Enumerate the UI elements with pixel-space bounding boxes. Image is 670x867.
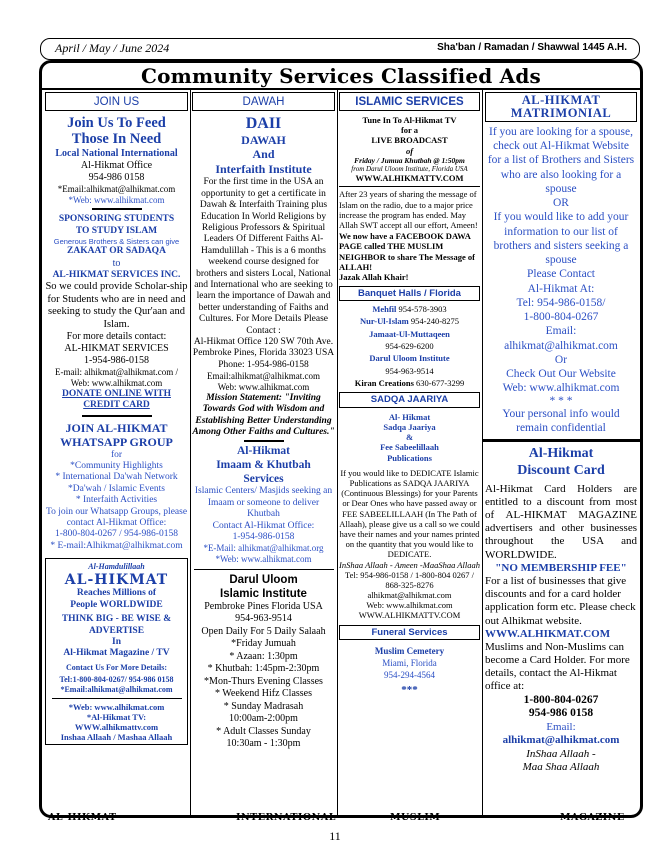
details-label: For more details contact: <box>66 331 167 343</box>
whatsapp-item: *Da'wah / Islamic Events <box>68 483 165 494</box>
matrimonial-column <box>485 91 637 774</box>
ad-tv: *Al-Hikmat TV: <box>86 711 147 722</box>
du-title-1: Darul Uloom <box>229 573 298 586</box>
classifieds-frame <box>39 60 643 818</box>
imaam-web: *Web: www.alhikmat.com <box>215 554 312 565</box>
feed-web: *Web: www.alhikmat.com <box>68 194 165 205</box>
dawah-heading: DAWAH <box>242 96 285 108</box>
matrimonial-confidential-1: Your personal info would <box>502 408 620 421</box>
ad-name: AL-HIKMAT <box>64 571 169 588</box>
ad-in: In <box>112 637 121 648</box>
du-line: * Azaan: 1:30pm <box>229 650 298 662</box>
discount-email: alhikmat@alhikmat.com <box>502 734 620 747</box>
du-phone: 954-963-9514 <box>235 613 292 625</box>
hall-phone: 630-677-3299 <box>416 378 465 389</box>
discount-email-label: Email: <box>546 721 576 734</box>
sponsor-title-1: SPONSORING STUDENTS <box>58 214 175 225</box>
donate-link-2[interactable]: CREDIT CARD <box>83 400 150 411</box>
issue-header <box>40 38 640 60</box>
cemetery-stars: *** <box>401 684 418 697</box>
cemetery-city: Miami, Florida <box>382 657 437 668</box>
radio-text <box>339 189 480 272</box>
ad-tel: Tel:1-800-804-0267/ 954-986 0158 <box>59 675 174 685</box>
discount-title-2: Discount Card <box>517 463 605 479</box>
funeral-heading: Funeral Services <box>371 626 448 638</box>
banquet-list <box>339 303 480 389</box>
sadqa-section <box>339 412 480 621</box>
ad-inshaa: Inshaa Allaah / Mashaa Allaah <box>60 732 173 743</box>
discount-body-2: For a list of businesses that give discounts and for a card holder application form etc. Please check out Alhikmat website. <box>485 574 636 627</box>
whatsapp-item: *Community Highlights <box>70 460 163 471</box>
to-text: to <box>112 257 121 269</box>
islamic-services-column <box>339 91 480 698</box>
matrimonial-tel-2: 1-800-804-0267 <box>523 311 599 324</box>
sadqa-tv: WWW.ALHIKMATTV.COM <box>358 610 461 621</box>
radio-bold: We now have a FACEBOOK DAWA PAGE called THE MUSLIM NEIGHBOR to share The Message of ALLAH! <box>339 230 475 272</box>
hall-name: Nur-Ul-Islam <box>359 316 409 327</box>
matrimonial-email-label: Email: <box>545 325 577 338</box>
ad-web: *Web: www.alhikmat.com <box>68 701 165 712</box>
page-number: 11 <box>329 829 341 843</box>
discount-body-3: Muslims and Non-Muslims can become a Card Holder. For more details, contact the Al-Hikmat office at: <box>485 640 630 693</box>
whatsapp-email: * E-mail:Alhikmat@alhikmat.com <box>50 540 183 551</box>
hall-name: Jamaat-Ul-Muttaqeen <box>369 328 450 339</box>
tv-line-3: LIVE BROADCAST <box>371 135 448 146</box>
footer-word: AL-HIKMAT <box>48 812 117 823</box>
islamic-services-heading: ISLAMIC SERVICES <box>355 96 464 108</box>
matrimonial-check: Check Out Our Website <box>506 368 616 381</box>
cemetery-section <box>339 646 480 697</box>
ad-think-1: THINK BIG - BE WISE & <box>61 614 172 625</box>
hall-phone: 954-240-8275 <box>410 316 460 327</box>
hall-item <box>339 377 480 389</box>
matrimonial-at: Al-Hikmat At: <box>527 282 595 295</box>
imaam-title-2: Imaam & Khutbah <box>216 459 311 472</box>
matrimonial-heading-1: AL-HIKMAT <box>521 93 601 107</box>
discount-phone-1: 1-800-804-0267 <box>523 693 599 706</box>
tv-line-6: from Darul Uloom Institute, Florida USA <box>351 164 468 173</box>
daii-section <box>192 115 335 751</box>
matrimonial-body-2: If you would like to add your information to our list of brothers and sisters seeking a spouse <box>493 211 629 267</box>
divider <box>92 208 142 210</box>
ad-magazine: Al-Hikmat Magazine / TV <box>63 648 170 659</box>
join-us-column <box>45 91 188 745</box>
du-line: Open Daily For 5 Daily Salaah <box>201 625 326 637</box>
tv-line-5: Friday / Jumua Khutbah @ 1:50pm <box>354 155 465 165</box>
page-title: Community Services Classified Ads <box>141 64 541 88</box>
sadqa-email: alhikmat@alhikmat.com <box>367 590 452 601</box>
banquet-heading: Banquet Halls / Florida <box>358 287 461 299</box>
matrimonial-heading-2: MATRIMONIAL <box>510 106 612 121</box>
sadqa-body: If you would like to DEDICATE Islamic Publications as SADQA JAARIYA (Continuous Blessings) for your Parents or Dear Ones who have passed away or FEE SABEELILLAAH (In The Path of Allaah), please give us a call so we could have their names and your names printed on the quantity that you would like to DEDICATE. <box>339 467 480 560</box>
svc-email: E-mail: alhikmat@alhikmat.com / <box>54 367 178 378</box>
zakaat-text: ZAKAAT OR SADAQA <box>67 246 166 257</box>
hall-name: Kiran Creations <box>354 378 414 389</box>
feed-phone: 954-986 0158 <box>88 171 145 183</box>
divider <box>52 698 182 699</box>
daii-title-4: Interfaith Institute <box>215 161 312 176</box>
du-line: *Mon-Thurs Evening Classes <box>204 675 323 687</box>
sadqa-title-5: Publications <box>387 452 432 463</box>
ad-think-2: ADVERTISE <box>88 625 145 636</box>
du-line: 10:00am-2:00pm <box>229 713 298 725</box>
feed-title-1: Join Us To Feed <box>67 115 166 132</box>
whatsapp-phone: 1-800-804-0267 / 954-986-0158 <box>55 529 178 540</box>
issue-date: April / May / June 2024 <box>55 41 170 55</box>
hall-name: Darul Uloom Institute <box>369 353 450 364</box>
radio-body: After 23 years of sharing the message of Islam on the radio, due to a major price increase the program has ended. May Allah SWT accept all our effort, Ameen! <box>339 189 478 231</box>
footer-word: MAGAZINE <box>560 812 625 823</box>
tv-web: WWW.ALHIKMATTV.COM <box>355 173 464 184</box>
ad-contact: Contact Us For More Details: <box>65 662 167 672</box>
discount-mashaa: Maa Shaa Allaah <box>522 760 600 773</box>
ad-hamd: Al-Hamdulillaah <box>88 562 145 572</box>
column-divider <box>337 89 338 815</box>
divider <box>244 440 284 442</box>
feed-title-2: Those In Need <box>71 130 162 147</box>
matrimonial-contact: Please Contact <box>526 268 596 281</box>
hall-name: Mehfil <box>372 304 397 315</box>
whatsapp-item: * International Da'wah Network <box>55 472 178 483</box>
daii-web: Web: www.alhikmat.com <box>217 381 310 392</box>
hall-phone: 954-578-3903 <box>398 304 447 315</box>
du-line: 10:30am - 1:30pm <box>226 738 301 750</box>
title-divider <box>42 88 640 90</box>
feed-office: Al-Hikmat Office <box>80 159 153 171</box>
divider <box>194 569 334 570</box>
sadqa-title-1: Al- Hikmat <box>388 411 431 422</box>
sadqa-title-2: Sadqa Jaariya <box>383 422 436 433</box>
whatsapp-item: * Interfaith Activities <box>75 495 158 506</box>
ad-tv-web: WWW.alhikmattv.com <box>74 721 159 732</box>
hall-item <box>339 303 480 315</box>
matrimonial-confidential-2: remain confidential <box>516 422 606 435</box>
svc-web: Web: www.alhikmat.com <box>70 378 163 389</box>
discount-body: Al-Hikmat Card Holders are entitled to a discount from most of AL-HIKMAT MAGAZINE advertisers and other businesses throughout the USA and WORLDWIDE. <box>485 482 637 561</box>
imaam-contact: Contact Al-Hikmat Office: <box>212 520 315 531</box>
join-us-heading: JOIN US <box>93 96 140 108</box>
cemetery-phone: 954-294-4564 <box>384 669 435 680</box>
daii-mission: Mission Statement: "Inviting Towards God with Wisdom and Establishing Better Understanding Among Other Faiths and Cultures." <box>192 392 335 437</box>
matrimonial-body: If you are looking for a spouse, check out Al-Hikmat Website for a list of Brothers and Sisters who are also looking for a spouse <box>487 125 635 195</box>
footer-word: INTERNATIONAL <box>236 812 336 823</box>
sadqa-web: Web: www.alhikmat.com <box>366 600 453 611</box>
tv-line-1: Tune In To Al-Hikmat TV <box>362 115 457 126</box>
sadqa-tel: Tel: 954-986-0158 / 1-800-804 0267 / 868-325-8276 <box>344 569 474 590</box>
du-line: * Khutbah: 1:45pm-2:30pm <box>207 663 320 675</box>
discount-phone-2: 954-986 0158 <box>528 707 594 720</box>
tv-line-2: for a <box>400 125 419 136</box>
matrimonial-web: Web: www.alhikmat.com <box>502 382 620 395</box>
discount-web: WWW.ALHIKMAT.COM <box>485 627 611 640</box>
daii-title-3: And <box>252 147 275 162</box>
whatsapp-for: for <box>110 449 123 460</box>
hall-phone: 954-963-9514 <box>385 365 434 376</box>
daii-phone: Phone: 1-954-986-0158 <box>218 359 309 370</box>
cemetery-name: Muslim Cemetery <box>374 646 445 657</box>
sadqa-title-3: & <box>405 432 414 443</box>
daii-email: Email:alhikmat@alhikmat.com <box>206 371 320 382</box>
discount-title-1: Al-Hikmat <box>528 445 594 461</box>
matrimonial-email: alhikmat@alhikmat.com <box>504 339 618 352</box>
whatsapp-title-1: JOIN AL-HIKMAT <box>65 420 168 435</box>
column-divider <box>482 89 483 815</box>
tv-section <box>339 115 480 183</box>
scholarship-text: So we could provide Scholar-ship for Students who are in need and seeking to study the Qur'aan and Islam. <box>45 281 188 330</box>
du-line: * Adult Classes Sunday <box>216 725 311 737</box>
du-line: * Sunday Madrasah <box>223 700 304 712</box>
feed-email: *Email:alhikmat@alhikmat.com <box>57 183 176 194</box>
tv-line-4: of <box>405 145 414 156</box>
hall-phone: 954-629-6200 <box>385 341 434 352</box>
daii-address: Al-Hikmat Office 120 SW 70th Ave. Pembroke Pines, Florida 33023 USA <box>192 336 335 359</box>
footer-banner <box>40 812 638 826</box>
join-feed-section <box>45 116 188 552</box>
generous-text: Generous Brothers & Sisters can give <box>53 237 180 247</box>
du-line: * Weekend Hifz Classes <box>214 688 313 700</box>
imaam-phone: 1-954-986-0158 <box>232 531 295 542</box>
daii-title-2: DAWAH <box>241 132 286 147</box>
matrimonial-or-2: Or <box>554 353 568 366</box>
matrimonial-or: OR <box>553 197 569 210</box>
donate-link-1[interactable]: DONATE ONLINE WITH <box>62 389 171 400</box>
discount-card-section <box>485 445 637 774</box>
du-title-2: Islamic Institute <box>220 587 307 600</box>
imaam-title-3: Services <box>243 473 284 486</box>
divider <box>82 415 152 417</box>
services-name: AL-HIKMAT SERVICES INC. <box>52 269 181 280</box>
imaam-email: *E-Mail: alhikmat@alhikmat.org <box>203 543 324 554</box>
du-line: *Friday Jumuah <box>231 638 296 650</box>
hijri-date: Sha'ban / Ramadan / Shawwal 1445 A.H. <box>437 42 627 53</box>
ad-email: *Email:alhikmat@alhikmat.com <box>60 685 173 695</box>
sadqa-heading: SADQA JAARIYA <box>370 394 449 406</box>
feed-local: Local National International <box>55 147 178 159</box>
whatsapp-title-2: WHATSAPP GROUP <box>60 435 173 450</box>
whatsapp-join: To join our Whatsapp Groups, please contact Al-Hikmat Office: <box>45 506 188 528</box>
sponsor-title-2: TO STUDY ISLAM <box>75 225 158 236</box>
daii-title-1: DAII <box>245 115 282 133</box>
column-divider <box>190 89 191 815</box>
matrimonial-stars: * * * <box>549 394 573 407</box>
matrimonial-section <box>485 125 637 436</box>
discount-inshaa: InShaa Allaah - <box>526 747 596 760</box>
footer-word: MUSLIM <box>390 812 441 823</box>
advertise-box <box>45 558 188 745</box>
matrimonial-tel: Tel: 954-986-0158/ <box>516 296 606 309</box>
dawah-column <box>192 91 335 751</box>
sadqa-title-4: Fee Sabeelillaah <box>380 442 439 453</box>
svc-phone: 1-954-986-0158 <box>84 355 149 367</box>
svc-name: AL-HIKMAT SERVICES <box>64 343 169 355</box>
hall-item <box>339 315 480 327</box>
ad-reach-1: Reaches Millions of <box>76 588 157 599</box>
sadqa-inshaa: InShaa Allaah - Ameen -MaaShaa Allaah <box>339 559 480 570</box>
ad-reach-2: People WORLDWIDE <box>70 599 163 610</box>
imaam-title-1: Al-Hikmat <box>236 445 291 458</box>
imaam-body: Islamic Centers/ Masjids seeking an Imaam or someone to deliver Khutbah <box>194 486 333 520</box>
jazak-text: Jazak Allah Khair! <box>339 272 409 283</box>
du-address: Pembroke Pines Florida USA <box>204 600 323 612</box>
daii-body: For the first time in the USA an opportunity to get a certificate in Dawah & Interfaith Training plus Education In World Religions by Religious Professors & Spiritual Leaders Of Different Faiths Al-Hamdulillah - This is a 6 months weekend course designed for brothers and sisters Local, National and International who are seeking to learn the importance of Dawah and better understanding of Faiths and Cultures. For More Details Please Contact : <box>194 177 333 336</box>
discount-no-fee: "NO MEMBERSHIP FEE" <box>495 561 627 574</box>
